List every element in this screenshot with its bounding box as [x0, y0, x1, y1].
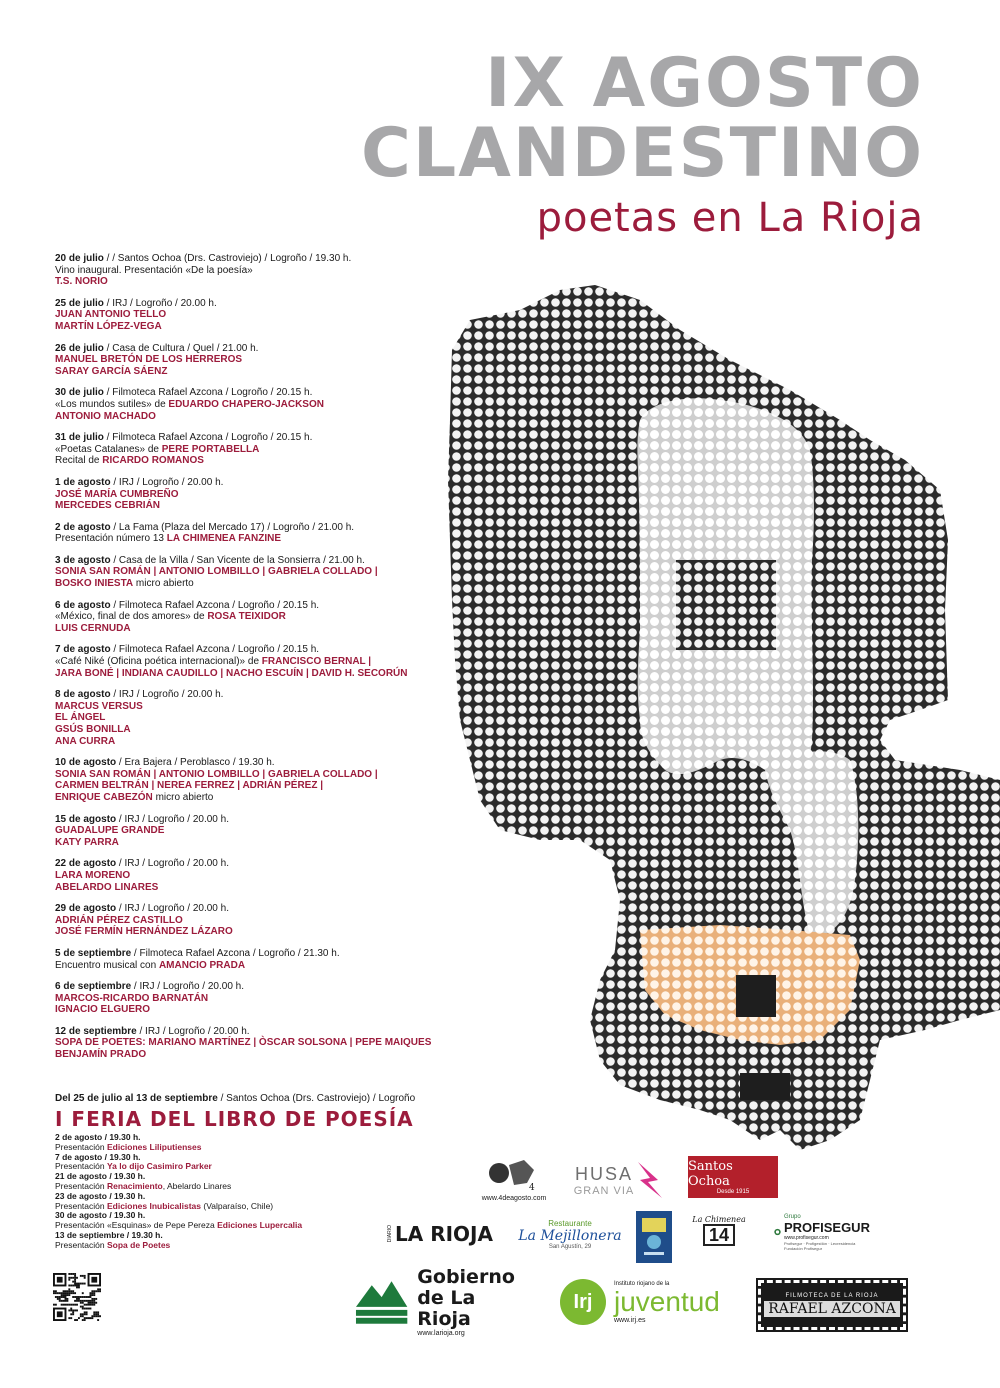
event-date: 8 de agosto — [55, 689, 111, 701]
logo-gobierno-de-la-rioja[interactable] — [354, 1266, 534, 1337]
event-line — [55, 1049, 515, 1061]
mejillonera-name: La Mejillonera — [518, 1227, 622, 1244]
logo-profisegur[interactable] — [774, 1212, 874, 1252]
event-line — [55, 623, 515, 635]
event-header — [55, 555, 515, 567]
event-entry — [55, 555, 515, 590]
event-venue: / / Santos Ochoa (Drs. Castroviejo) / Logroño / 19.30 h. — [103, 253, 352, 264]
gobierno-line-2: de La Rioja — [417, 1287, 476, 1330]
event-poet-names: ENRIQUE CABEZÓN — [55, 791, 153, 803]
event-poet-names: ADRIÁN PÉREZ CASTILLO — [55, 914, 183, 926]
event-date: 2 de agosto — [55, 521, 111, 533]
event-date: 25 de julio — [55, 297, 104, 309]
feria-item-suffix: , Abelardo Linares — [162, 1180, 232, 1191]
event-venue: / Filmoteca Rafael Azcona / Logroño / 20.15 h. — [110, 644, 320, 656]
event-line — [55, 399, 515, 411]
event-venue: / IRJ / Logroño / 20.00 h. — [110, 689, 224, 701]
feria-item-publisher: Sopa de Poetes — [106, 1239, 171, 1250]
larioja-name: LA RIOJA — [395, 1222, 493, 1246]
profisegur-emblem-icon — [774, 1221, 781, 1243]
irj-name: juventud — [614, 1285, 720, 1317]
agosto-site: www.4deagosto.com — [481, 1194, 547, 1202]
event-header — [55, 981, 515, 993]
feria-item-publisher: Ediciones Liliputienses — [106, 1141, 202, 1152]
logo-4-de-agosto[interactable] — [476, 1150, 552, 1206]
event-poet-names: KATY PARRA — [55, 836, 119, 848]
event-venue: / IRJ / Logroño / 20.00 h. — [116, 903, 229, 915]
event-date: 31 de julio — [55, 432, 104, 444]
feria-item-suffix: (Valparaíso, Chile) — [201, 1200, 274, 1211]
gobierno-site: www.larioja.org — [417, 1330, 465, 1337]
chimenea-number: 14 — [703, 1224, 735, 1246]
logo-book-cover[interactable] — [636, 1211, 672, 1263]
event-header — [55, 432, 515, 444]
qr-code[interactable] — [53, 1273, 101, 1321]
event-poet-names: RICARDO ROMANOS — [102, 455, 204, 467]
event-line — [55, 668, 515, 680]
event-line — [55, 265, 515, 277]
profisegur-pre: Grupo — [784, 1213, 801, 1220]
event-line — [55, 837, 515, 849]
event-header — [55, 343, 515, 355]
event-line — [55, 578, 515, 590]
event-line — [55, 354, 515, 366]
event-venue: / Filmoteca Rafael Azcona / Logroño / 20.15 h. — [110, 599, 320, 611]
event-line — [55, 566, 515, 578]
profisegur-name: PROFISEGUR — [784, 1219, 870, 1235]
logo-diario-la-rioja[interactable] — [380, 1220, 500, 1248]
event-entry — [55, 387, 515, 422]
event-poet-names: AMANCIO PRADA — [158, 959, 246, 971]
event-date: 15 de agosto — [55, 813, 117, 825]
event-entry — [55, 644, 515, 679]
feria-title: I FERIA DEL LIBRO DE POESÍA — [55, 1107, 414, 1131]
event-date: 7 de agosto — [55, 644, 111, 656]
feria-item-publisher: Ediciones Inubicalistas — [106, 1200, 201, 1211]
mejillonera-address: San Agustín, 29 — [548, 1243, 592, 1250]
event-line-text: «Los mundos sutiles» de — [55, 398, 169, 410]
chimenea-name: La Chimenea — [692, 1214, 746, 1224]
event-header — [55, 477, 515, 489]
event-header — [55, 948, 515, 960]
event-poet-names: LA CHIMENEA FANZINE — [166, 533, 281, 545]
event-entry — [55, 858, 515, 893]
feria-item-text: Presentación — [55, 1200, 107, 1211]
event-entry — [55, 903, 515, 938]
irj-mark: Irj — [560, 1279, 606, 1325]
filmoteca-name: RAFAEL AZCONA — [764, 1301, 900, 1317]
event-line — [55, 411, 515, 423]
event-date: 5 de septiembre — [55, 947, 132, 959]
larioja-prefix: DIARIO — [387, 1225, 394, 1243]
event-entry — [55, 253, 515, 288]
irj-site: www.irj.es — [614, 1316, 646, 1324]
event-poet-names: LARA MORENO — [55, 869, 131, 881]
book-cover-icon — [639, 1214, 669, 1260]
event-entry — [55, 981, 515, 1016]
event-line-text: «Poetas Catalanes» de — [55, 443, 162, 455]
event-line — [55, 309, 515, 321]
event-entry — [55, 1026, 515, 1061]
event-date: 26 de julio — [55, 342, 104, 354]
event-date: 12 de septiembre — [55, 1025, 137, 1037]
event-line — [55, 500, 515, 512]
event-line — [55, 276, 515, 288]
event-line — [55, 882, 515, 894]
feria-item-text: Presentación «Esquinas» de Pepe Pereza — [55, 1220, 218, 1231]
mejillonera-pre: Restaurante — [548, 1218, 592, 1228]
event-poet-names: SONIA SAN ROMÁN | ANTONIO LOMBILLO | GABRIELA COLLADO | — [55, 566, 378, 578]
event-date: 22 de agosto — [55, 858, 117, 870]
event-poet-names: SONIA SAN ROMÁN | ANTONIO LOMBILLO | GABRIELA COLLADO | — [55, 768, 378, 780]
event-date: 6 de septiembre — [55, 981, 132, 993]
event-date: 30 de julio — [55, 387, 104, 399]
husa-name: HUSA — [574, 1163, 633, 1184]
logo-santos-ochoa[interactable] — [688, 1156, 778, 1198]
feria-item-text: 30 de agosto / 19.30 h. — [55, 1210, 146, 1221]
event-date: 1 de agosto — [55, 476, 111, 488]
artwork-lower-curve — [765, 751, 858, 935]
event-poet-names: BOSKO INIESTA — [55, 578, 134, 590]
event-poet-names: ANTONIO MACHADO — [55, 410, 156, 422]
feria-item-publisher: Ediciones Lupercalia — [217, 1220, 303, 1231]
event-poet-names: T.S. NORIO — [55, 276, 108, 288]
event-date: 20 de julio — [55, 253, 104, 264]
event-poet-names: SOPA DE POETES: MARIANO MARTÍNEZ | ÒSCAR SOLSONA | PEPE MAIQUES — [55, 1037, 432, 1049]
event-line — [55, 533, 515, 545]
irj-pre: Instituto riojano de la — [614, 1280, 670, 1287]
event-line — [55, 366, 515, 378]
event-line — [55, 993, 515, 1005]
event-header — [55, 253, 515, 265]
husa-lightning-icon — [634, 1160, 666, 1200]
event-venue: / Casa de Cultura / Quel / 21.00 h. — [103, 342, 259, 354]
event-venue: / Filmoteca Rafael Azcona / Logroño / 20.15 h. — [103, 432, 313, 444]
feria-item-publisher: Ya lo dijo Casimiro Parker — [106, 1161, 212, 1172]
event-line-text: Recital de — [55, 455, 103, 467]
event-line — [55, 825, 515, 837]
artwork-main-shape — [448, 285, 1000, 1150]
event-line — [55, 656, 515, 668]
event-poet-names: ABELARDO LINARES — [55, 881, 159, 893]
event-line — [55, 611, 515, 623]
event-date: 3 de agosto — [55, 554, 111, 566]
santos-ochoa-name: Santos Ochoa — [688, 1159, 733, 1189]
event-line-text: «México, final de dos amores» de — [55, 611, 208, 623]
event-entry — [55, 343, 515, 378]
event-line — [55, 736, 515, 748]
event-entry — [55, 814, 515, 849]
event-poet-names: MANUEL BRETÓN DE LOS HERREROS — [55, 354, 243, 366]
feria-item-text: Presentación — [55, 1180, 107, 1191]
event-line — [55, 701, 515, 713]
event-poet-names: MERCEDES CEBRIÁN — [55, 500, 161, 512]
event-line — [55, 1037, 515, 1049]
event-entry — [55, 600, 515, 635]
event-poet-names: MARCUS VERSUS — [55, 700, 143, 712]
feria-item-text: 21 de agosto / 19.30 h. — [55, 1171, 146, 1182]
event-header — [55, 689, 515, 701]
profisegur-site: www.profisegur.com — [784, 1234, 829, 1241]
event-line-text: «Café Niké (Oficina poética internacional)» de — [55, 656, 262, 668]
event-line — [55, 712, 515, 724]
logo-husa-gran-via[interactable] — [566, 1160, 674, 1200]
event-venue: / Filmoteca Rafael Azcona / Logroño / 20.15 h. — [103, 387, 313, 399]
event-poet-names: JUAN ANTONIO TELLO — [55, 309, 167, 321]
event-line — [55, 792, 515, 804]
event-line-suffix: micro abierto — [133, 578, 194, 590]
event-line — [55, 915, 515, 927]
subtitle: poetas en La Rioja — [536, 195, 924, 241]
event-line — [55, 455, 515, 467]
event-poet-names: JOSÉ MARÍA CUMBREÑO — [55, 488, 179, 500]
event-line — [55, 321, 515, 333]
event-header — [55, 387, 515, 399]
event-line — [55, 769, 515, 781]
event-poet-names: JOSÉ FERMÍN HERNÁNDEZ LÁZARO — [55, 926, 233, 938]
event-header — [55, 644, 515, 656]
svg-text:4: 4 — [529, 1182, 535, 1193]
event-venue: / Filmoteca Rafael Azcona / Logroño / 21.30 h. — [131, 947, 340, 959]
agosto-emblem-icon — [479, 1155, 549, 1195]
feria-item-text: 13 de septiembre / 19.30 h. — [55, 1229, 163, 1240]
event-poet-names: EDUARDO CHAPERO-JACKSON — [168, 398, 324, 410]
event-header — [55, 522, 515, 534]
event-header — [55, 600, 515, 612]
profisegur-sub: Profisegur · ProfigestIón · Lecresidencia Fundación Profisegur — [784, 1240, 856, 1251]
feria-place: / Santos Ochoa (Drs. Castroviejo) / Logroño — [217, 1093, 416, 1104]
logo-la-mejillonera[interactable] — [518, 1214, 622, 1254]
event-entry — [55, 477, 515, 512]
logo-la-chimenea[interactable] — [690, 1211, 748, 1249]
event-venue: / Era Bajera / Peroblasco / 19.30 h. — [116, 757, 275, 769]
husa-sub: GRAN VIA — [573, 1184, 635, 1197]
event-header — [55, 814, 515, 826]
logo-filmoteca-rafael-azcona[interactable] — [758, 1280, 906, 1330]
event-line-suffix: micro abierto — [152, 791, 214, 803]
event-venue: / IRJ / Logroño / 20.00 h. — [103, 297, 217, 309]
event-line-text: Presentación número 13 — [55, 533, 167, 545]
event-poet-names: FRANCISCO BERNAL | — [261, 656, 372, 668]
event-entry — [55, 432, 515, 467]
feria-header — [55, 1093, 495, 1105]
feria-item-text: Presentación — [55, 1161, 107, 1172]
event-header — [55, 858, 515, 870]
event-line — [55, 724, 515, 736]
event-poet-names: JARA BONÉ | INDIANA CAUDILLO | NACHO ESCUÍN | DAVID H. SECORÚN — [55, 667, 408, 679]
feria-item-text: 23 de agosto / 19.30 h. — [55, 1190, 146, 1201]
event-date: 10 de agosto — [55, 757, 117, 769]
artwork-orange-area — [640, 925, 860, 1045]
event-date: 6 de agosto — [55, 599, 111, 611]
event-poet-names: IGNACIO ELGUERO — [55, 1004, 151, 1016]
title-line-1: IX AGOSTO — [485, 44, 924, 123]
santos-ochoa-since: Desde 1915 — [716, 1189, 750, 1195]
event-poet-names: CARMEN BELTRÁN | NEREA FERREZ | ADRIÁN PÉREZ | — [55, 780, 324, 792]
program-list — [55, 253, 515, 1071]
event-header — [55, 757, 515, 769]
event-poet-names: GSÚS BONILLA — [55, 724, 131, 735]
event-line — [55, 444, 515, 456]
artwork-dark-block — [736, 975, 776, 1017]
event-line-text: Encuentro musical con — [55, 959, 159, 971]
event-venue: / IRJ / Logroño / 20.00 h. — [116, 858, 229, 870]
filmoteca-pre: FILMOTECA DE LA RIOJA — [785, 1293, 879, 1299]
feria-item-publisher: Renacimiento — [106, 1180, 163, 1191]
event-entry — [55, 298, 515, 333]
event-venue: / IRJ / Logroño / 20.00 h. — [116, 813, 229, 825]
event-poet-names: MARCOS-RICARDO BARNATÁN — [55, 992, 209, 1004]
event-poet-names: BENJAMÍN PRADO — [55, 1049, 147, 1061]
event-poet-names: EL ÁNGEL — [55, 712, 106, 724]
event-entry — [55, 522, 515, 545]
event-poet-names: ANA CURRA — [55, 735, 116, 747]
event-poet-names: MARTÍN LÓPEZ-VEGA — [55, 320, 162, 332]
event-header — [55, 298, 515, 310]
feria-item-text: Presentación — [55, 1239, 107, 1250]
gobierno-mountain-icon — [354, 1277, 409, 1327]
event-entry — [55, 689, 515, 747]
logo-irj-juventud[interactable] — [560, 1272, 740, 1332]
event-line — [55, 960, 515, 972]
event-poet-names: SARAY GARCÍA SÁENZ — [55, 365, 168, 377]
artwork-inner-square — [676, 560, 776, 650]
feria-item-text: Presentación — [55, 1141, 107, 1152]
event-line — [55, 926, 515, 938]
event-poet-names: LUIS CERNUDA — [55, 622, 131, 634]
title-line-2: CLANDESTINO — [360, 114, 924, 193]
event-header — [55, 903, 515, 915]
event-header — [55, 1026, 515, 1038]
artwork-dark-block-2 — [740, 1073, 790, 1100]
event-line — [55, 870, 515, 882]
event-line — [55, 1004, 515, 1016]
event-date: 29 de agosto — [55, 903, 117, 915]
event-poet-names: PERE PORTABELLA — [161, 443, 260, 455]
artwork-numeral-nine — [637, 398, 814, 800]
event-venue: / Casa de la Villa / San Vicente de la Sonsierra / 21.00 h. — [110, 554, 365, 566]
event-line — [55, 780, 515, 792]
event-line-text: Vino inaugural. Presentación «De la poesía» — [55, 264, 253, 276]
event-venue: / IRJ / Logroño / 20.00 h. — [136, 1025, 250, 1037]
event-entry — [55, 757, 515, 803]
feria-item-text: 2 de agosto / 19.30 h. — [55, 1132, 141, 1142]
event-venue: / IRJ / Logroño / 20.00 h. — [110, 476, 224, 488]
event-venue: / La Fama (Plaza del Mercado 17) / Logroño / 21.00 h. — [110, 521, 355, 533]
event-poet-names: ROSA TEIXIDOR — [207, 611, 286, 623]
event-line — [55, 489, 515, 501]
event-poet-names: GUADALUPE GRANDE — [55, 825, 165, 837]
feria-date-range: Del 25 de julio al 13 de septiembre — [55, 1093, 218, 1104]
event-venue: / IRJ / Logroño / 20.00 h. — [131, 981, 245, 993]
feria-item-text: 7 de agosto / 19.30 h. — [55, 1151, 141, 1162]
event-entry — [55, 948, 515, 971]
gobierno-line-1: Gobierno — [417, 1266, 515, 1288]
